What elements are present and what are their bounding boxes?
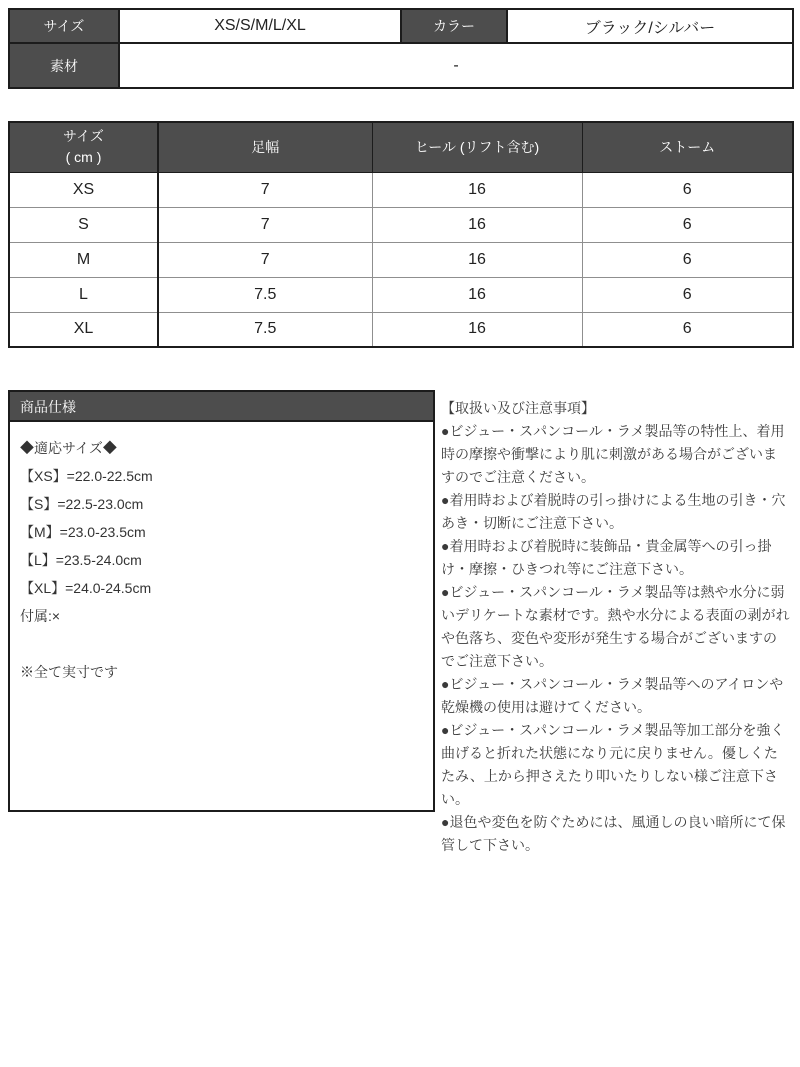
measurements-table	[8, 121, 794, 348]
width-cell: 7	[158, 207, 372, 242]
width-cell: 7.5	[158, 312, 372, 347]
storm-cell: 6	[582, 207, 793, 242]
heel-cell: 16	[372, 242, 582, 277]
note-item: ●着用時および着脱時の引っ掛けによる生地の引き・穴あき・切断にご注意下さい。	[441, 492, 786, 531]
heel-cell: 16	[372, 207, 582, 242]
heel-cell: 16	[372, 172, 582, 207]
spec-line: ◆適応サイズ◆	[20, 440, 117, 456]
spec-line-blank	[20, 630, 423, 658]
table-row	[9, 277, 793, 312]
storm-cell: 6	[582, 172, 793, 207]
width-cell: 7.5	[158, 277, 372, 312]
storm-cell: 6	[582, 277, 793, 312]
product-spec-body	[10, 422, 433, 698]
handling-notes	[435, 390, 790, 857]
product-spec-title: 商品仕様	[10, 392, 433, 422]
header-size-line1: サイズ	[63, 128, 104, 145]
header-heel-cell: ヒール (リフト含む)	[372, 122, 582, 172]
color-label-cell: カラー	[401, 9, 507, 43]
spec-line: 【XL】=24.0-24.5cm	[20, 580, 152, 596]
heel-cell: 16	[372, 277, 582, 312]
material-label-cell: 素材	[9, 43, 119, 88]
size-label-cell: サイズ	[9, 9, 119, 43]
bottom-section	[8, 390, 792, 857]
size-value-cell: XS/S/M/L/XL	[119, 9, 401, 43]
note-item: ●ビジュー・スパンコール・ラメ製品等は熱や水分に弱いデリケートな素材です。熱や水分による表面の剥がれや色落ち、変色や変形が発生する場合がございますのでご注意下さい。	[441, 584, 790, 669]
header-size-line2: ( cm )	[65, 149, 102, 166]
storm-cell: 6	[582, 312, 793, 347]
header-size-cell	[9, 122, 158, 172]
width-cell: 7	[158, 172, 372, 207]
table-row	[9, 242, 793, 277]
size-cell: S	[9, 207, 158, 242]
size-cell: M	[9, 242, 158, 277]
table-row	[9, 172, 793, 207]
product-spec-box	[8, 390, 435, 812]
note-item: ●ビジュー・スパンコール・ラメ製品等加工部分を強く曲げると折れた状態になり元に戻りません。優しくたたみ、上から押さえたり叩いたりしない様ご注意下さい。	[441, 722, 785, 807]
note-item: ●退色や変色を防ぐためには、風通しの良い暗所にて保管して下さい。	[441, 814, 786, 853]
spec-line: 【L】=23.5-24.0cm	[20, 552, 142, 568]
size-cell: L	[9, 277, 158, 312]
note-item: ●ビジュー・スパンコール・ラメ製品等の特性上、着用時の摩擦や衝撃により肌に刺激がある場合がございますのでご注意ください。	[441, 423, 785, 485]
note-item: ●着用時および着脱時に装飾品・貴金属等への引っ掛け・摩擦・ひきつれ等にご注意下さい。	[441, 538, 772, 577]
size-cell: XS	[9, 172, 158, 207]
spec-line: 付属:×	[20, 608, 61, 624]
spec-line: 【M】=23.0-23.5cm	[20, 524, 146, 540]
storm-cell: 6	[582, 242, 793, 277]
heel-cell: 16	[372, 312, 582, 347]
handling-notes-title: 【取扱い及び注意事項】	[441, 400, 595, 416]
note-item: ●ビジュー・スパンコール・ラメ製品等へのアイロンや乾燥機の使用は避けてください。	[441, 676, 784, 715]
spec-line: ※全て実寸です	[20, 664, 118, 680]
header-foot-width-cell: 足幅	[158, 122, 372, 172]
width-cell: 7	[158, 242, 372, 277]
spec-line: 【S】=22.5-23.0cm	[20, 496, 144, 512]
material-value-cell: -	[119, 43, 793, 88]
color-value-cell: ブラック/シルバー	[507, 9, 793, 43]
table-row	[9, 312, 793, 347]
size-cell: XL	[9, 312, 158, 347]
header-storm-cell: ストーム	[582, 122, 793, 172]
spec-line: 【XS】=22.0-22.5cm	[20, 468, 153, 484]
table-row	[9, 207, 793, 242]
product-summary-table	[8, 8, 794, 89]
